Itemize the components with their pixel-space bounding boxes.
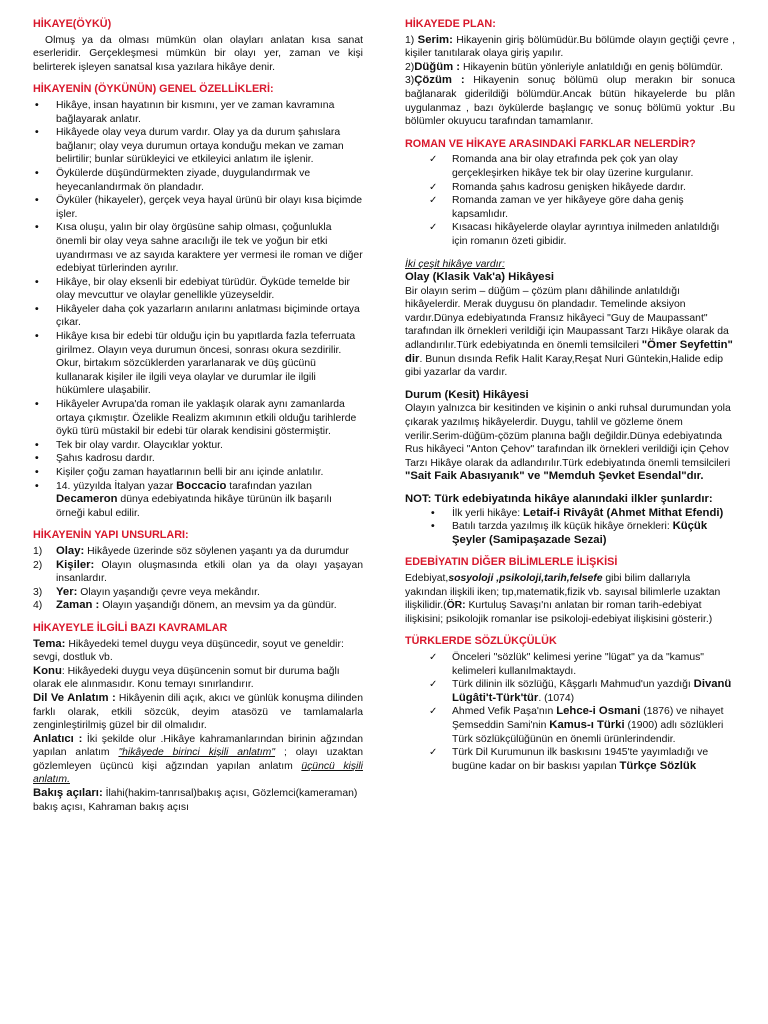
heading-concepts: HİKAYEYLE İLGİLİ BAZI KAVRAMLAR xyxy=(33,621,228,634)
story-types-intro: İki çeşit hikâye vardır: xyxy=(405,258,505,270)
list-item: • Hikâyeler daha çok yazarların anılarını anlatması biçiminde ortaya çıkar. xyxy=(33,303,363,330)
section-note xyxy=(405,493,735,547)
right-column xyxy=(405,18,735,782)
heading-differences: ROMAN VE HİKAYE ARASINDAKİ FARKLAR NELERDİR? xyxy=(405,137,696,150)
list-item: • Hikâyede olay veya durum vardır. Olay ya da durum şahıslara bağlanır; olay veya durumun ortaya konduğu mekan ve zaman belirtilir; bunlar sürükleyici ve etkileyici anlatım ile işlenir. xyxy=(33,126,363,167)
heading-general-features: HİKAYENİN (ÖYKÜNÜN) GENEL ÖZELLİKLERİ: xyxy=(33,83,274,96)
list-item: ✓ Türk dilinin ilk sözlüğü, Kâşgarlı Mahmud'un yazdığı Divanü Lügâti't-Türk'tür. (1074) xyxy=(405,678,735,705)
concept-bakis: Bakış açıları: İlahi(hakim-tanrısal)bakış açısı, Gözlemci(kameraman) bakış açısı, Kahraman bakış açısı xyxy=(33,787,358,813)
section-story-types xyxy=(405,258,735,485)
heading-olay-hikayesi: Olay (Klasik Vak'a) Hikâyesi xyxy=(405,271,555,284)
list-item: ✓ Romanda şahıs kadrosu genişken hikâyede dardır. xyxy=(405,181,735,195)
list-item: • Hikâye, insan hayatının bir kısmını, yer ve zaman kavramına bağlayarak anlatır. xyxy=(33,99,363,126)
list-item: 1) Olay: Hikâyede üzerinde söz söylenen yaşantı ya da durumdur xyxy=(33,544,349,557)
list-item: • Öykülerde düşündürmekten ziyade, duygulandırmak ve heyecanlandırmak ön plandadır. xyxy=(33,167,363,194)
list-item-decameron: • 14. yüzyılda İtalyan yazar Boccacio tarafından yazılan Decameron dünya edebiyatında hikâye türünün ilk başarılı örneği kabul edilir. xyxy=(33,480,363,521)
list-item: ✓ Ahmed Vefik Paşa'nın Lehce-i Osmani (1876) ve nihayet Şemseddin Sami'nin Kamus-ı Türki (1900) adlı sözlükleri Türk sözlükçülüğünün en önemli ürünlerindendir. xyxy=(405,705,735,746)
concept-tema: Tema: Hikâyedeki temel duygu veya düşüncedir, soyut ve geneldir: sevgi, dostluk vb. xyxy=(33,637,344,664)
section-concepts xyxy=(33,622,363,814)
section-differences xyxy=(405,138,735,249)
list-item: • İlk yerli hikâye: Letaif-i Rivâyât (Ahmet Mithat Efendi) xyxy=(405,507,735,521)
differences-list xyxy=(405,153,735,248)
list-item: • Hikâye, bir olay eksenli bir edebiyat türüdür. Öyküde temelde bir olay mevcuttur ve olaylar genellikle yüzeyseldir. xyxy=(33,276,363,303)
concept-anlatici: Anlatıcı : İki şekilde olur .Hikâye kahramanlarından birinin ağzından yapılan anlatım "hikâyede birinci kişili anlatım" ; olayı uzaktan gözlemleyen üçüncü kişi ağzından yapılan anlatım üçüncü kişili anlatım. xyxy=(33,732,364,786)
plan-cozum: 3)Çözüm : Hikayenin sonuç bölümü olup merakın bir sonuca bağlanarak giderildiği bölümdür.Ancak bütün hikayelerde bu plân uygulanmaz , bazı öykülerde başlangıç ve sonuç bölümü yoktur .Bu bölümler okuyucu tarafından tamamlanır. xyxy=(405,74,735,128)
list-item: 3) Yer: Olayın yaşandığı çevre veya mekândır. xyxy=(33,585,260,598)
left-column xyxy=(33,18,363,823)
plan-dugum: 2)Düğüm : Hikayenin bütün yönleriyle anlatıldığı en geniş bölümdür. xyxy=(405,60,723,73)
list-item: 2) Kişiler: Olayın oluşmasında etkili olan ya da olayı yaşayan insanlardır. xyxy=(33,558,363,585)
list-item: • Tek bir olay vardır. Olaycıklar yoktur. xyxy=(33,439,363,453)
list-item: • Hikâyeler Avrupa'da roman ile yaklaşık olarak aynı zamanlarda ortaya çıkmıştır. Özelikle Realizm akımının etkili olduğu tarihlerde öykü türü müstakil bir edebi tür olarak kendisini göstermiştir. xyxy=(33,398,363,439)
list-item: • Kısa oluşu, yalın bir olay örgüsüne sahip olması, çoğunlukla önemli bir olay veya sahne aracılığı ile tek ve yoğun bir etki uyandırması ve az sayıda karaktere yer vermesi ile roman ve diğer edebiyat türlerinden ayrılır. xyxy=(33,221,363,275)
hikaye-definition: Olmuş ya da olması mümkün olan olayları anlatan kısa sanat eserleridir. Gerçekleşmesi mümkün bir olayı yer, zaman ve kişi belirterek işleyen sanatsal kısa yazılara hikâye denir. xyxy=(33,34,363,73)
list-item: ✓ Önceleri "sözlük" kelimesi yerine "lügat" ya da "kamus" kelimeleri kullanılmaktaydı. xyxy=(405,651,735,678)
list-item: ✓ Kısacası hikâyelerde olaylar ayrıntıya inilmeden anlatıldığı için romanın özeti gibidir. xyxy=(405,221,735,248)
section-dictionaries xyxy=(405,635,735,773)
list-item: • Öyküler (hikayeler), gerçek veya hayal ürünü bir olayı kısa biçimde işler. xyxy=(33,194,363,221)
features-list xyxy=(33,99,363,520)
section-hikaye xyxy=(33,18,363,74)
section-general-features xyxy=(33,83,363,520)
plan-serim: 1) Serim: Hikayenin giriş bölümüdür.Bu bölümde olayın geçtiği çevre , kişiler tanıtılarak olaya giriş yapılır. xyxy=(405,33,735,60)
heading-other-sciences: EDEBİYATIN DİĞER BİLİMLERLE İLİŞKİSİ xyxy=(405,556,618,569)
note-heading: NOT: Türk edebiyatında hikâye alanındaki ilkler şunlardır: xyxy=(405,493,713,505)
dictionaries-list xyxy=(405,651,735,773)
list-item: ✓ Türk Dil Kurumunun ilk baskısını 1945'te yayımladığı ve bugüne kadar on bir baskısı yapılan Türkçe Sözlük xyxy=(405,746,735,773)
concept-dil: Dil Ve Anlatım : Hikâyenin dili açık, akıcı ve günlük konuşma dilinden farklı olarak, etkili sözcük, deyim atasözü ve tamlamalarla zenginleştirilmiş güzel bir dil olmalıdır. xyxy=(33,691,363,732)
list-item: • Hikâye kısa bir edebi tür olduğu için bu yapıtlarda fazla teferruata girilmez. Olayın veya durumun öncesi, sonrası okura sezdirilir. Okur, birtakım sözcüklerden yararlanarak ve düş gücünü kullanarak kişiler ile ilgili veya olaylar ve durumlar ile ilgili hükümlere ulaşabilir. xyxy=(33,330,363,398)
heading-durum-hikayesi: Durum (Kesit) Hikâyesi xyxy=(405,388,529,401)
list-item: • Kişiler çoğu zaman hayatlarının belli bir anı içinde anlatılır. xyxy=(33,466,363,480)
list-item: • Batılı tarzda yazılmış ilk küçük hikâye örnekleri: Küçük Şeyler (Samipaşazade Sezai) xyxy=(405,520,735,547)
section-other-sciences xyxy=(405,556,735,626)
list-item: ✓ Romanda ana bir olay etrafında pek çok yan olay gerçekleşirken hikâye tek bir olay üzerine kurgulanır. xyxy=(405,153,735,180)
section-plan xyxy=(405,18,735,129)
section-structure xyxy=(33,529,363,613)
heading-dictionaries: TÜRKLERDE SÖZLÜKÇÜLÜK xyxy=(405,635,557,648)
concept-konu: Konu: Hikâyedeki duygu veya düşüncenin somut bir duruma bağlı olarak ele alınmasıdır. Konu temayı sınırlandırır. xyxy=(33,664,340,691)
olay-hikayesi-text: Bir olayın serim – düğüm – çözüm planı dâhilinde anlatıldığı hikâyelerdir. Merak duygusu ön plandadır. Temelinde aksiyon vardır.Dünya edebiyatında Fransız hikâyeci "Guy de Maupassant" tarafından ilk örnekleri verildiği için Maupassant Tarzı Hikâye olarak da adlandırılır.Türk edebiyatında en önemli temsilcileri "Ömer Seyfettin" dir. Bunun dısında Refik Halit Karay,Reşat Nuri Güntekin,Halide edip gibi yazarlar da vardır. xyxy=(405,285,733,379)
structure-list xyxy=(33,545,363,613)
list-item: 4) Zaman : Olayın yaşandığı dönem, an mevsim ya da gündür. xyxy=(33,599,337,612)
firsts-list xyxy=(405,507,735,548)
list-item: • Şahıs kadrosu dardır. xyxy=(33,452,363,466)
heading-plan: HİKAYEDE PLAN: xyxy=(405,18,496,30)
heading-hikaye: HİKAYE(ÖYKÜ) xyxy=(33,18,112,30)
list-item: ✓ Romanda zaman ve yer hikâyeye göre daha geniş kapsamlıdır. xyxy=(405,194,735,221)
durum-hikayesi-text: Olayın yalnızca bir kesitinden ve kişinin o anki ruhsal durumundan yola çıkarak yazılmış hikâyelerdir. Duygu, tahlil ve gözleme önem verilir.Serim-düğüm-çözüm planına bağlı değildir.Dünya edebiyatında Rus hikâyeci "Anton Çehov" tarafından ilk örnekleri verildiği için Çehov Tarzı Hikâye olarak da adlandırılır.Türk edebiyatında önemli temsilcileri "Sait Faik Abasıyanık" ve "Memduh Şevket Esendal"dır. xyxy=(405,403,731,483)
heading-structure: HİKAYENİN YAPI UNSURLARI: xyxy=(33,529,189,542)
other-sciences-text: Edebiyat,sosyoloji ,psikoloji,tarih,felsefe gibi bilim dallarıyla yakından ilişkili iken; tıp,matematik,fizik vb. sayısal bilimlerle uzaktan ilişkilidir.(ÖR: Kurtuluş Savaşı'nı anlatan bir roman tarih-edebiyat ilişkisini; psikolojik romanlar ise psikoloji-edebiyat ilişkisini gösterir.) xyxy=(405,572,721,625)
